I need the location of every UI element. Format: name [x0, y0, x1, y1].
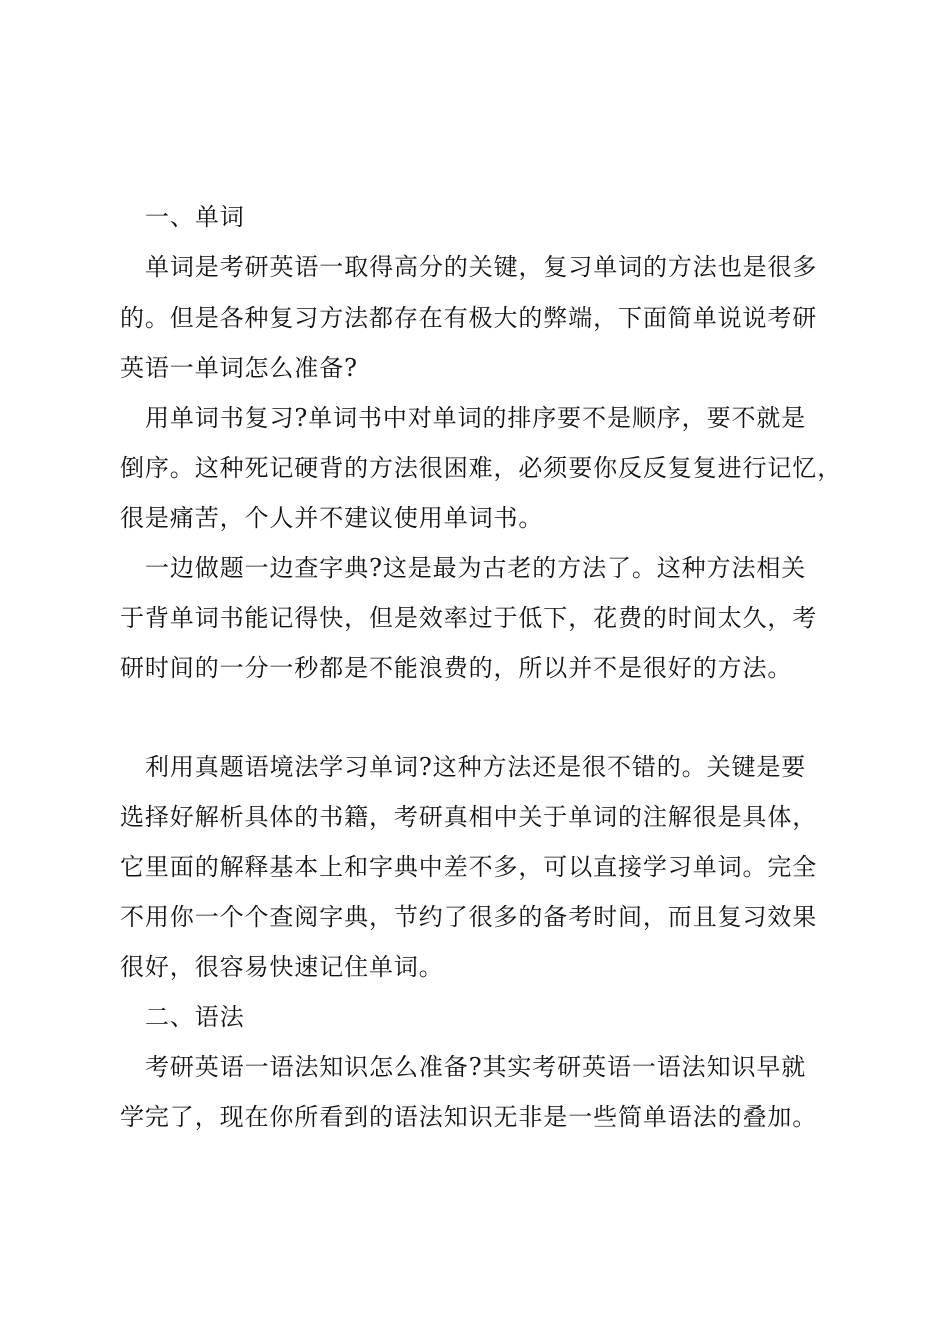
- section-heading-grammar: 二、语法: [145, 1003, 245, 1031]
- paragraph-line: 学完了，现在你所看到的语法知识无非是一些简单语法的叠加。: [120, 1103, 818, 1131]
- paragraph-line: 很好，很容易快速记住单词。: [120, 953, 444, 981]
- paragraph-line: 的。但是各种复习方法都存在有极大的弊端，下面简单说说考研: [120, 304, 818, 332]
- paragraph-line: 单词是考研英语一取得高分的关键，复习单词的方法也是很多: [145, 253, 818, 281]
- paragraph-line: 研时间的一分一秒都是不能浪费的，所以并不是很好的方法。: [120, 654, 793, 682]
- paragraph-line: 它里面的解释基本上和字典中差不多，可以直接学习单词。完全: [120, 853, 818, 881]
- paragraph-line: 很是痛苦，个人并不建议使用单词书。: [120, 504, 544, 532]
- paragraph-line: 一边做题一边查字典?这是最为古老的方法了。这种方法相关: [145, 554, 807, 582]
- paragraph-line: 不用你一个个查阅字典，节约了很多的备考时间，而且复习效果: [120, 903, 818, 931]
- paragraph-line: 利用真题语境法学习单词?这种方法还是很不错的。关键是要: [145, 753, 807, 781]
- paragraph-line: 用单词书复习?单词书中对单词的排序要不是顺序，要不就是: [145, 404, 807, 432]
- paragraph-line: 倒序。这种死记硬背的方法很困难，必须要你反反复复进行记忆，: [120, 454, 843, 482]
- section-heading-words: 一、单词: [145, 203, 245, 231]
- paragraph-line: 考研英语一语法知识怎么准备?其实考研英语一语法知识早就: [145, 1053, 807, 1081]
- paragraph-line: 英语一单词怎么准备?: [120, 354, 358, 382]
- paragraph-line: 选择好解析具体的书籍，考研真相中关于单词的注解很是具体，: [120, 803, 818, 831]
- paragraph-line: 于背单词书能记得快，但是效率过于低下，花费的时间太久，考: [120, 604, 818, 632]
